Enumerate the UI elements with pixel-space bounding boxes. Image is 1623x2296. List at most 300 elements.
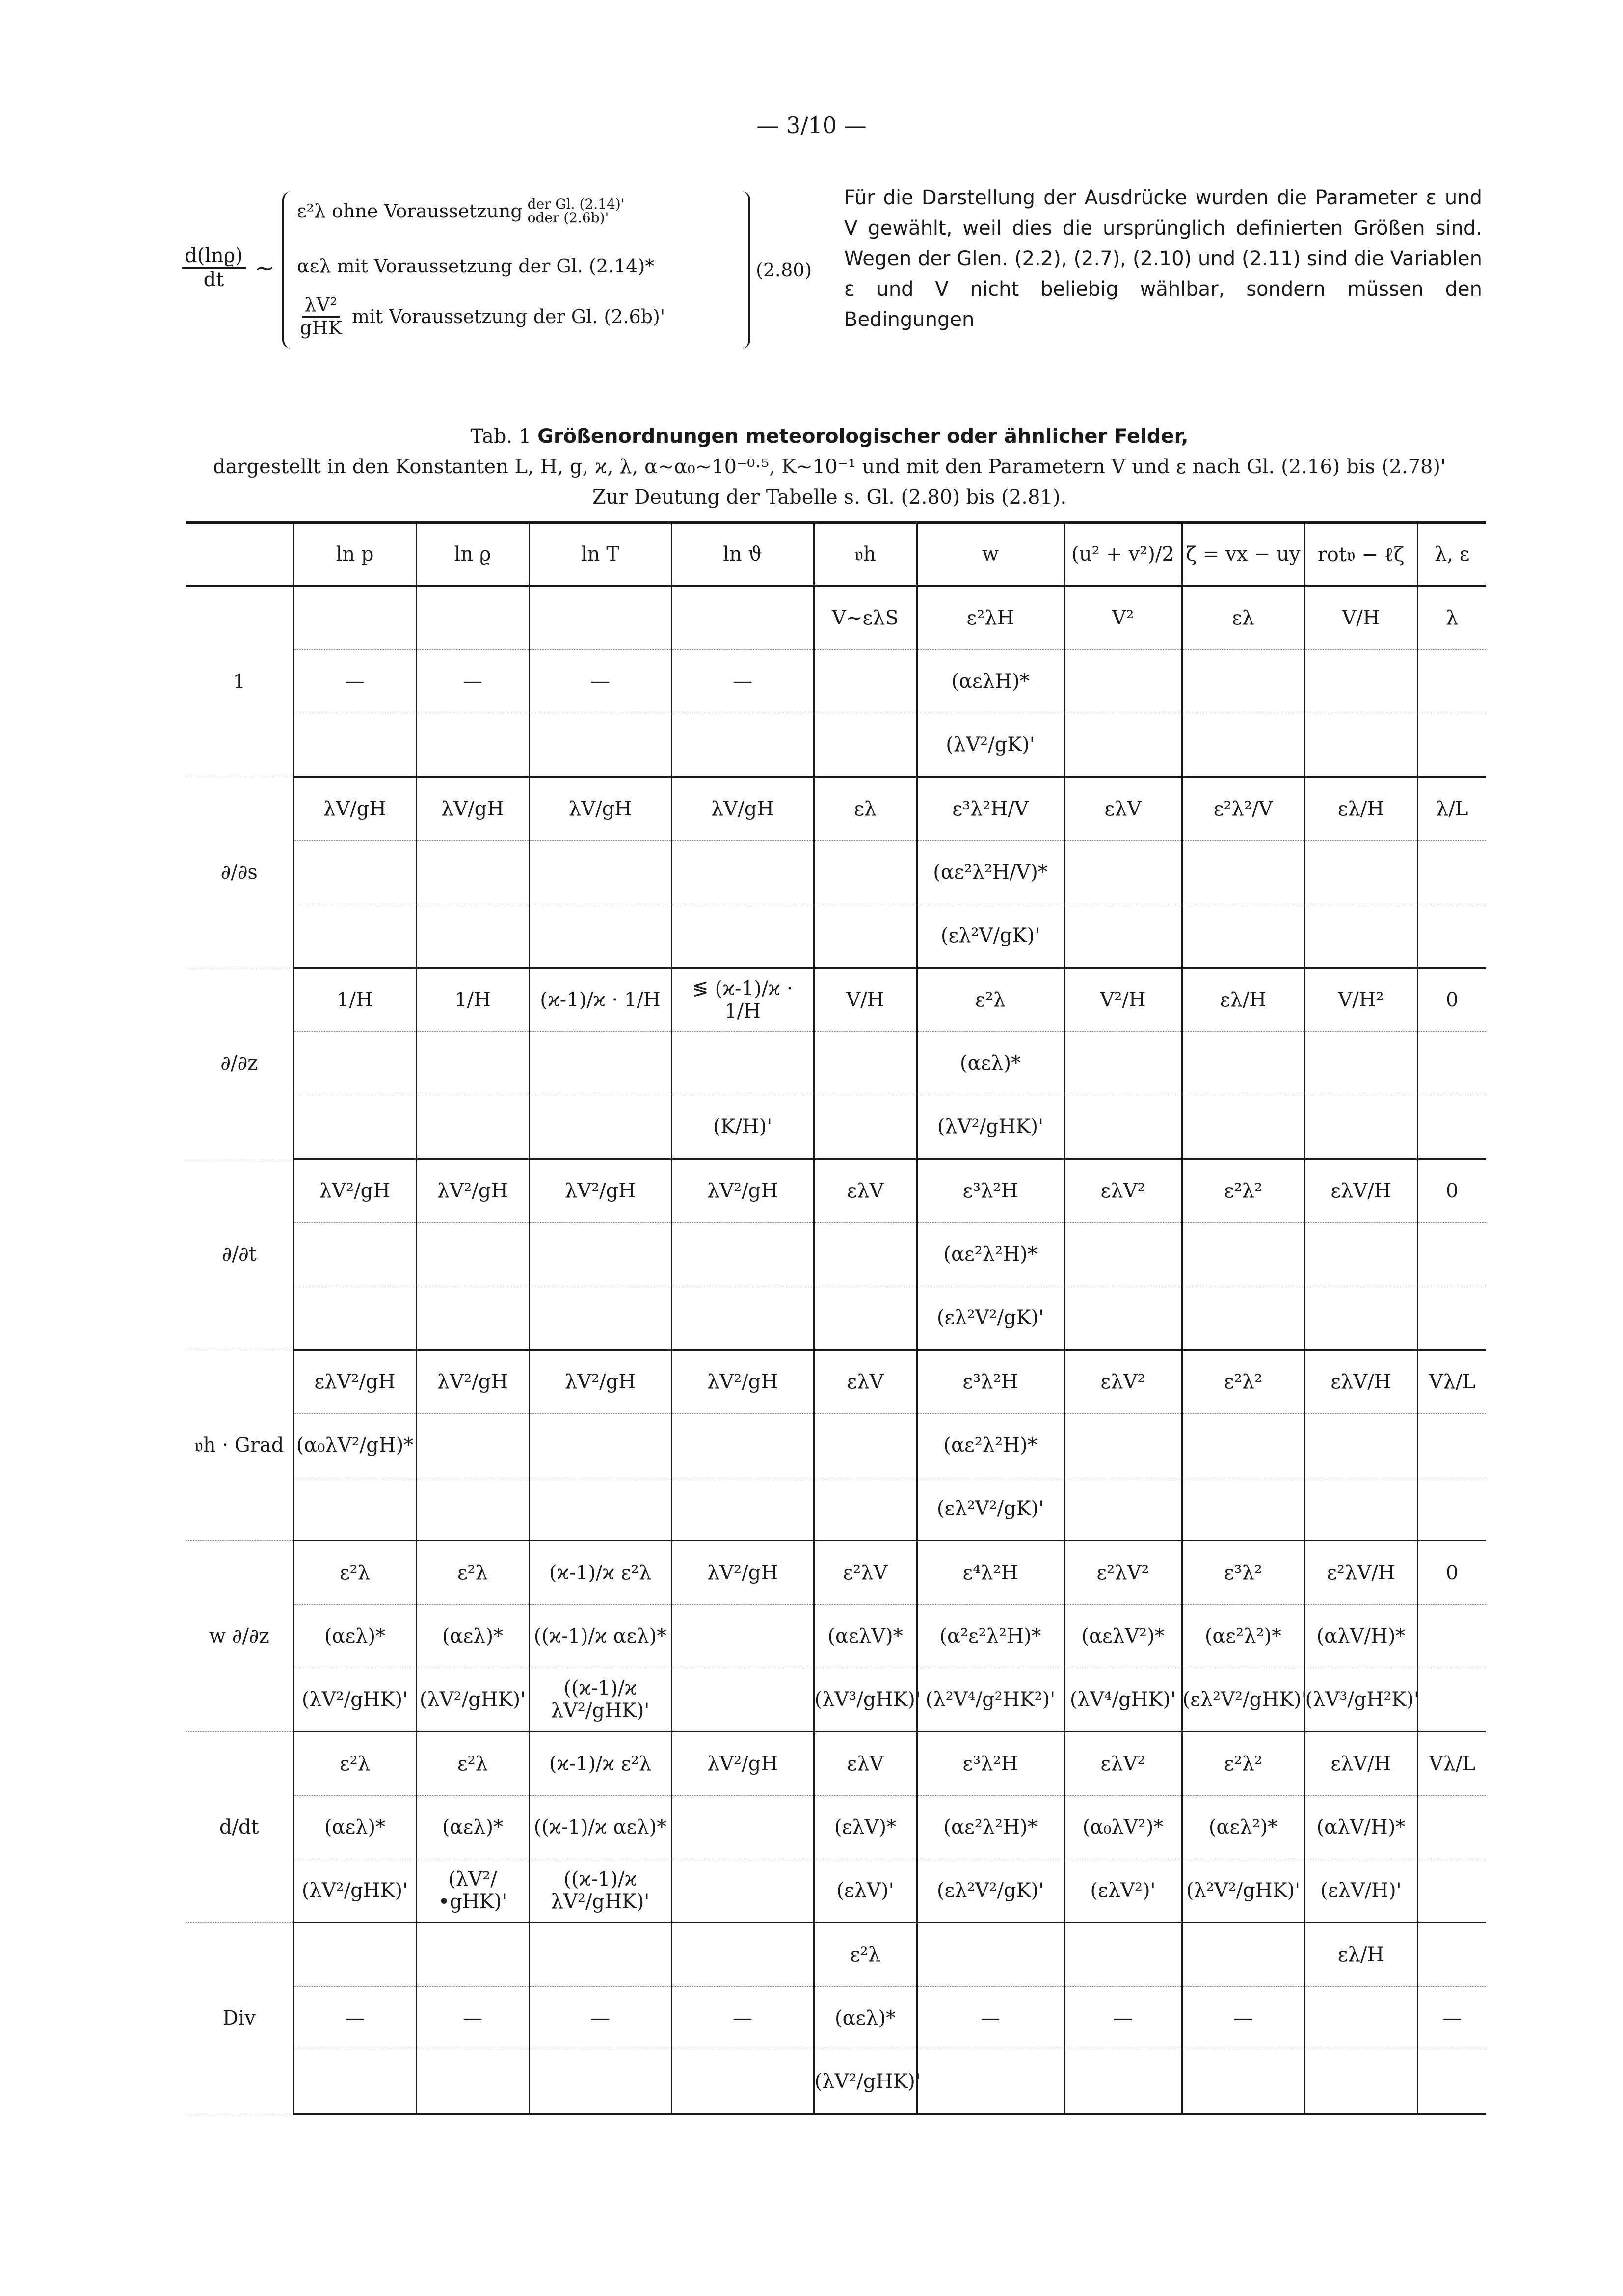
- table-cell: λV²/gH: [416, 1350, 529, 1414]
- case-1-reference: [528, 197, 625, 225]
- table-cell: ελV: [814, 1159, 917, 1223]
- table-cell: [1417, 1032, 1486, 1095]
- table-row: [186, 1477, 1486, 1541]
- table-cell: [529, 1095, 671, 1159]
- table-cell: [1417, 1414, 1486, 1477]
- case-1-text: ε²λ ohne Voraussetzung: [297, 200, 523, 222]
- table-cell: [1064, 1032, 1182, 1095]
- table-cell: (αε²λ²H)*: [917, 1796, 1064, 1859]
- table-cell: ελ/H: [1304, 1923, 1417, 1987]
- table-row: [186, 1223, 1486, 1286]
- table-cell: [1417, 1923, 1486, 1987]
- table-cell: [1304, 650, 1417, 713]
- table-cell: ε²λV: [814, 1541, 917, 1605]
- right-brace: [739, 191, 750, 349]
- table-cell: [917, 2050, 1064, 2114]
- table-cell: λV/gH: [671, 777, 814, 841]
- table-row: [186, 1414, 1486, 1477]
- table-cell: [293, 1286, 416, 1350]
- table-cell: ελV²: [1064, 1732, 1182, 1796]
- table-cell: (λV³/gH²K)': [1304, 1668, 1417, 1732]
- table-cell: ((ϰ-1)/ϰ λV²/gHK)': [529, 1859, 671, 1923]
- table-cell: [671, 2050, 814, 2114]
- table-cell: ελV/H: [1304, 1159, 1417, 1223]
- table-cell: [529, 1223, 671, 1286]
- corner-cell: [186, 523, 293, 586]
- table-cell: 1/H: [416, 968, 529, 1032]
- table-cell: ελ: [1182, 586, 1304, 650]
- table-cell: [529, 1414, 671, 1477]
- table-cell: (ελ²V²/gK)': [917, 1859, 1064, 1923]
- table-cell: [1064, 2050, 1182, 2114]
- table-cell: [1417, 1477, 1486, 1541]
- table-cell: [1304, 1095, 1417, 1159]
- row-group-label: 1: [186, 586, 293, 777]
- relation-symbol: ~: [254, 254, 275, 282]
- table-cell: —: [529, 650, 671, 713]
- table-cell: ε²λ: [917, 968, 1064, 1032]
- table-row: [186, 777, 1486, 841]
- table-cell: (αελV)*: [814, 1605, 917, 1668]
- table-cell: (ελ²V²/gK)': [917, 1477, 1064, 1541]
- table-cell: ελ: [814, 777, 917, 841]
- table-cell: ελV/H: [1304, 1732, 1417, 1796]
- table-cell: λV²/gH: [671, 1159, 814, 1223]
- table-cell: ε²λ: [293, 1732, 416, 1796]
- row-group-label: 𝔳h · Grad: [186, 1350, 293, 1541]
- table-cell: ε²λV²: [1064, 1541, 1182, 1605]
- table-cell: (ελV²)': [1064, 1859, 1182, 1923]
- table-cell: 0: [1417, 968, 1486, 1032]
- table-cell: [1304, 841, 1417, 904]
- table-cell: [1064, 904, 1182, 968]
- table-cell: [671, 1414, 814, 1477]
- caption-line-1: [162, 421, 1497, 452]
- table-cell: (λV⁴/gHK)': [1064, 1668, 1182, 1732]
- header-rot-v: rot𝔳 − ℓζ: [1304, 523, 1417, 586]
- case-1: [297, 197, 624, 225]
- table-cell: λV²/gH: [671, 1350, 814, 1414]
- table-cell: [814, 1477, 917, 1541]
- table-cell: [293, 841, 416, 904]
- table-cell: [671, 1668, 814, 1732]
- header-w: w: [917, 523, 1064, 586]
- table-cell: [1182, 1414, 1304, 1477]
- header-kinetic-energy: (u² + v²)/2: [1064, 523, 1182, 586]
- table-cell: [1417, 1223, 1486, 1286]
- table-cell: (αελV²)*: [1064, 1605, 1182, 1668]
- table-cell: 0: [1417, 1159, 1486, 1223]
- lhs-denominator: dt: [203, 269, 224, 291]
- table-cell: [814, 904, 917, 968]
- table-cell: (αελ²)*: [1182, 1796, 1304, 1859]
- table-cell: ελV: [1064, 777, 1182, 841]
- table-cell: [1182, 650, 1304, 713]
- header-ln-theta: ln ϑ: [671, 523, 814, 586]
- case-3-fraction: [297, 295, 345, 339]
- header-vorticity: ζ = vx − uy: [1182, 523, 1304, 586]
- table-cell: (ϰ-1)/ϰ · 1/H: [529, 968, 671, 1032]
- table-cell: [1417, 650, 1486, 713]
- equation-2-80: [162, 187, 839, 353]
- table-cell: [293, 713, 416, 777]
- table-cell: [1182, 1286, 1304, 1350]
- table-cell: [1182, 1223, 1304, 1286]
- table-cell: [1417, 1668, 1486, 1732]
- table-cell: [1304, 904, 1417, 968]
- table-cell: [1304, 1286, 1417, 1350]
- table-cell: ε³λ²: [1182, 1541, 1304, 1605]
- table-cell: —: [293, 650, 416, 713]
- table-cell: (ελV)': [814, 1859, 917, 1923]
- table-cell: [1304, 713, 1417, 777]
- table-row: [186, 904, 1486, 968]
- table-cell: [1182, 713, 1304, 777]
- table-cell: V∼ελS: [814, 586, 917, 650]
- table-cell: (α₀λV²)*: [1064, 1796, 1182, 1859]
- left-brace: [282, 191, 294, 349]
- table-cell: [1304, 1223, 1417, 1286]
- table-row: [186, 1605, 1486, 1668]
- table-cell: (α₀λV²/gH)*: [293, 1414, 416, 1477]
- table-cell: ελV/H: [1304, 1350, 1417, 1414]
- table-cell: ε²λ²: [1182, 1732, 1304, 1796]
- table-cell: (αελ)*: [416, 1605, 529, 1668]
- header-ln-t: ln T: [529, 523, 671, 586]
- case-1-ref-b: oder (2.6b)': [527, 210, 609, 226]
- magnitude-table: [186, 521, 1486, 2115]
- table-row: [186, 1286, 1486, 1350]
- row-group-label: ∂/∂z: [186, 968, 293, 1159]
- table-cell: [1064, 1095, 1182, 1159]
- table-cell: ε²λ²: [1182, 1159, 1304, 1223]
- table-cell: ε²λH: [917, 586, 1064, 650]
- table-cell: [671, 1923, 814, 1987]
- table-cell: (λV²/gHK)': [293, 1668, 416, 1732]
- table-cell: [671, 841, 814, 904]
- table-cell: ελ/H: [1304, 777, 1417, 841]
- table-cell: (ελV)*: [814, 1796, 917, 1859]
- table-cell: V/H: [814, 968, 917, 1032]
- table-cell: λV/gH: [416, 777, 529, 841]
- table-cell: [671, 1796, 814, 1859]
- table-cell: [416, 1923, 529, 1987]
- table-cell: [1064, 1477, 1182, 1541]
- table-cell: [814, 1286, 917, 1350]
- table-cell: [814, 1032, 917, 1095]
- table-cell: (ελ²V²/gK)': [917, 1286, 1064, 1350]
- case-1-ref-a: der Gl. (2.14)': [527, 196, 625, 212]
- table-cell: ελ/H: [1182, 968, 1304, 1032]
- table-row: [186, 841, 1486, 904]
- table-row: [186, 968, 1486, 1032]
- table-row: [186, 650, 1486, 713]
- table-row: [186, 1987, 1486, 2050]
- table-cell: [671, 1477, 814, 1541]
- table-cell: [529, 1923, 671, 1987]
- table-row: [186, 1095, 1486, 1159]
- table-cell: [1417, 1859, 1486, 1923]
- table-cell: [1417, 904, 1486, 968]
- table-cell: [1417, 2050, 1486, 2114]
- table-cell: (λV²/•gHK)': [416, 1859, 529, 1923]
- table-cell: [1417, 1796, 1486, 1859]
- table-cell: [293, 1923, 416, 1987]
- table-cell: (ελV/H)': [1304, 1859, 1417, 1923]
- table-row: [186, 1668, 1486, 1732]
- table-cell: [416, 1286, 529, 1350]
- table-cell: [671, 1859, 814, 1923]
- table-cell: [1182, 1032, 1304, 1095]
- case-3-text: mit Voraussetzung der Gl. (2.6b)': [351, 306, 665, 328]
- table-cell: Vλ/L: [1417, 1732, 1486, 1796]
- table-cell: [1304, 1032, 1417, 1095]
- table-cell: [1182, 1923, 1304, 1987]
- table-cell: ε³λ²H/V: [917, 777, 1064, 841]
- table-cell: [671, 904, 814, 968]
- table-cell: [416, 586, 529, 650]
- table-cell: [814, 1095, 917, 1159]
- body-paragraph: Für die Darstellung der Ausdrücke wurden die Parameter ε und V gewählt, weil dies die ursprünglich definierten Größen sind. Wegen der Glen. (2.2), (2.7), (2.10) und (2.11) sind die Variablen ε und V nicht beliebig wählbar, sondern müssen den Bedingungen: [844, 187, 1482, 331]
- table-row: [186, 1732, 1486, 1796]
- table-cell: [917, 1923, 1064, 1987]
- table-cell: [1182, 904, 1304, 968]
- case-3: [297, 295, 665, 339]
- table-row: [186, 2050, 1486, 2114]
- table-cell: [416, 904, 529, 968]
- header-ln-p: ln p: [293, 523, 416, 586]
- table-cell: [814, 841, 917, 904]
- table-cell: ελV: [814, 1732, 917, 1796]
- table-cell: (λV²/gHK)': [416, 1668, 529, 1732]
- table-cell: —: [293, 1987, 416, 2050]
- table-cell: (αελ)*: [416, 1796, 529, 1859]
- table-cell: [529, 586, 671, 650]
- table-row: [186, 1350, 1486, 1414]
- equation-number: (2.80): [756, 259, 812, 281]
- table-cell: ε²λ²: [1182, 1350, 1304, 1414]
- table-cell: (αε²λ²H/V)*: [917, 841, 1064, 904]
- caption-line-3: Zur Deutung der Tabelle s. Gl. (2.80) bis (2.81).: [592, 486, 1067, 509]
- table-cell: (λ²V⁴/g²HK²)': [917, 1668, 1064, 1732]
- case-3-numerator: λV²: [302, 295, 341, 318]
- caption-line-2: dargestellt in den Konstanten L, H, g, ϰ, λ, α∼α₀∼10⁻⁰·⁵, K∼10⁻¹ und mit den Parametern V und ε nach Gl. (2.16) bis (2.78)': [213, 456, 1446, 478]
- table-row: [186, 1923, 1486, 1987]
- table-cell: [1182, 1095, 1304, 1159]
- table-cell: ε⁴λ²H: [917, 1541, 1064, 1605]
- table-cell: (αελ)*: [293, 1605, 416, 1668]
- table-cell: [416, 1223, 529, 1286]
- table-cell: λ/L: [1417, 777, 1486, 841]
- table-cell: ((ϰ-1)/ϰ αελ)*: [529, 1605, 671, 1668]
- table-cell: (αελH)*: [917, 650, 1064, 713]
- table-cell: ε³λ²H: [917, 1732, 1064, 1796]
- table-cell: [1064, 1286, 1182, 1350]
- table-cell: Vλ/L: [1417, 1350, 1486, 1414]
- table-row: [186, 1796, 1486, 1859]
- case-2: [297, 255, 654, 277]
- table-cell: [1182, 841, 1304, 904]
- table-cell: [416, 713, 529, 777]
- row-group-label: Div: [186, 1923, 293, 2114]
- table-cell: (α²ε²λ²H)*: [917, 1605, 1064, 1668]
- table-cell: (ϰ-1)/ϰ ε²λ: [529, 1541, 671, 1605]
- table-cell: [814, 713, 917, 777]
- table-cell: —: [671, 650, 814, 713]
- table-cell: [1417, 713, 1486, 777]
- table-cell: ε²λV/H: [1304, 1541, 1417, 1605]
- table-cell: λV/gH: [529, 777, 671, 841]
- table-cell: [529, 2050, 671, 2114]
- table-cell: [671, 1032, 814, 1095]
- table-cell: [293, 1223, 416, 1286]
- lhs-fraction: [182, 244, 246, 291]
- table-cell: λV²/gH: [529, 1350, 671, 1414]
- table-cell: [416, 1477, 529, 1541]
- table-cell: [1064, 650, 1182, 713]
- table-cell: ε³λ²H: [917, 1159, 1064, 1223]
- table-cell: —: [1064, 1987, 1182, 2050]
- table-cell: [1417, 1605, 1486, 1668]
- table-cell: [293, 1477, 416, 1541]
- table-cell: (αλV/H)*: [1304, 1796, 1417, 1859]
- table-cell: λV²/gH: [293, 1159, 416, 1223]
- table-cell: ε²λ: [814, 1923, 917, 1987]
- table-cell: 1/H: [293, 968, 416, 1032]
- table-cell: (λV³/gHK)': [814, 1668, 917, 1732]
- table-cell: ελV²/gH: [293, 1350, 416, 1414]
- table-cell: [671, 1605, 814, 1668]
- table-cell: —: [1417, 1987, 1486, 2050]
- table-cell: ελV²: [1064, 1350, 1182, 1414]
- table-cell: [1182, 1477, 1304, 1541]
- table-cell: [1417, 1095, 1486, 1159]
- table-cell: [1304, 1414, 1417, 1477]
- table-cell: [416, 841, 529, 904]
- caption-prefix: Tab. 1: [470, 425, 532, 448]
- row-group-label: w ∂/∂z: [186, 1541, 293, 1732]
- table-cell: [1304, 2050, 1417, 2114]
- table-row: [186, 713, 1486, 777]
- table-cell: (λV²/gK)': [917, 713, 1064, 777]
- table-cell: λV²/gH: [671, 1541, 814, 1605]
- table-cell: ε²λ: [293, 1541, 416, 1605]
- table-cell: [1064, 1923, 1182, 1987]
- row-group-label: ∂/∂t: [186, 1159, 293, 1350]
- table-cell: ε²λ: [416, 1541, 529, 1605]
- table-cell: [416, 1032, 529, 1095]
- table-cell: λ: [1417, 586, 1486, 650]
- table-row: [186, 1859, 1486, 1923]
- table-cell: [1064, 841, 1182, 904]
- table-cell: [529, 1032, 671, 1095]
- table-cell: λV²/gH: [416, 1159, 529, 1223]
- table-cell: [529, 1286, 671, 1350]
- caption-title: Größenordnungen meteorologischer oder ähnlicher Felder,: [537, 425, 1189, 448]
- table-cell: 0: [1417, 1541, 1486, 1605]
- table-cell: [1417, 841, 1486, 904]
- page-number: — 3/10 —: [756, 112, 867, 138]
- table-cell: ε²λ²/V: [1182, 777, 1304, 841]
- table-row: [186, 1541, 1486, 1605]
- table-cell: [529, 1477, 671, 1541]
- row-group-label: d/dt: [186, 1732, 293, 1923]
- table-cell: ε²λ: [416, 1732, 529, 1796]
- table-cell: [814, 1223, 917, 1286]
- table-cell: (αελ)*: [293, 1796, 416, 1859]
- table-cell: —: [416, 650, 529, 713]
- table-cell: [671, 713, 814, 777]
- table-cell: (αε²λ²)*: [1182, 1605, 1304, 1668]
- table-cell: (λV²/gHK)': [293, 1859, 416, 1923]
- header-row: [186, 523, 1486, 586]
- table-body: [186, 586, 1486, 2114]
- table-cell: (λV²/gHK)': [814, 2050, 917, 2114]
- case-2-text: αελ mit Voraussetzung der Gl. (2.14)*: [297, 255, 655, 277]
- table-cell: —: [416, 1987, 529, 2050]
- table-cell: V/H: [1304, 586, 1417, 650]
- table-cell: ελV: [814, 1350, 917, 1414]
- table-cell: [1064, 713, 1182, 777]
- table-cell: (αε²λ²H)*: [917, 1223, 1064, 1286]
- table-cell: [671, 1286, 814, 1350]
- table-cell: V/H²: [1304, 968, 1417, 1032]
- table-cell: [1064, 1223, 1182, 1286]
- table-cell: λV²/gH: [671, 1732, 814, 1796]
- table-cell: [293, 586, 416, 650]
- table-cell: ελV²: [1064, 1159, 1182, 1223]
- table-cell: λV/gH: [293, 777, 416, 841]
- case-3-denominator: gHK: [300, 317, 342, 339]
- table-cell: V²/H: [1064, 968, 1182, 1032]
- table-cell: [529, 713, 671, 777]
- table-cell: [293, 1095, 416, 1159]
- table-cell: (αελ)*: [917, 1032, 1064, 1095]
- table-cell: [1304, 1477, 1417, 1541]
- table-cell: ((ϰ-1)/ϰ αελ)*: [529, 1796, 671, 1859]
- table-cell: [671, 586, 814, 650]
- table-cell: [416, 1095, 529, 1159]
- table-cell: [529, 904, 671, 968]
- table-cell: —: [671, 1987, 814, 2050]
- table-cell: (λ²V²/gHK)': [1182, 1859, 1304, 1923]
- table-cell: (αελ)*: [814, 1987, 917, 2050]
- table-cell: ε³λ²H: [917, 1350, 1064, 1414]
- table-cell: (λV²/gHK)': [917, 1095, 1064, 1159]
- header-vh: 𝔳h: [814, 523, 917, 586]
- table-caption: [162, 421, 1497, 513]
- table-cell: V²: [1064, 586, 1182, 650]
- table-cell: —: [529, 1987, 671, 2050]
- table-cell: [671, 1223, 814, 1286]
- table-cell: [293, 1032, 416, 1095]
- table-row: [186, 586, 1486, 650]
- row-group-label: ∂/∂s: [186, 777, 293, 968]
- table-row: [186, 1032, 1486, 1095]
- table-cell: (ελ²V/gK)': [917, 904, 1064, 968]
- table-cell: [1064, 1414, 1182, 1477]
- table-cell: (K/H)': [671, 1095, 814, 1159]
- table-cell: (ϰ-1)/ϰ ε²λ: [529, 1732, 671, 1796]
- table-cell: —: [1182, 1987, 1304, 2050]
- table-cell: [814, 1414, 917, 1477]
- table-row: [186, 1159, 1486, 1223]
- header-lambda-epsilon: λ, ε: [1417, 523, 1486, 586]
- lhs-numerator: d(lnϱ): [182, 244, 246, 269]
- table-cell: [293, 904, 416, 968]
- table-cell: ((ϰ-1)/ϰ λV²/gHK)': [529, 1668, 671, 1732]
- table-cell: [416, 2050, 529, 2114]
